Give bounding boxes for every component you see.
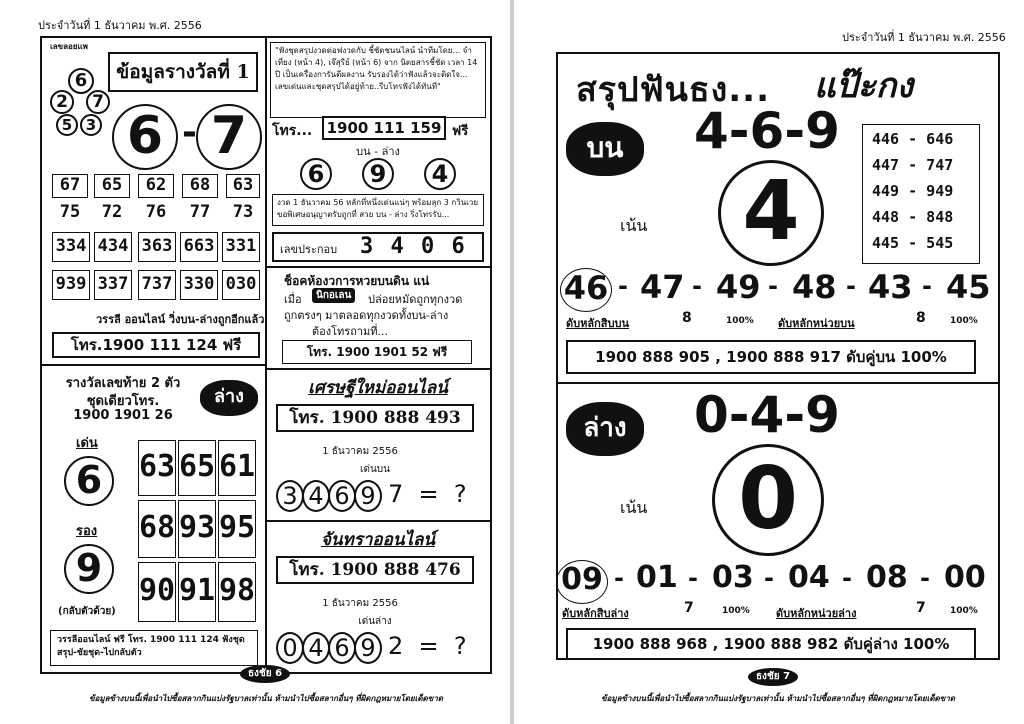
bottom-focus-digit: 0 — [712, 444, 824, 556]
top-tens-val: 8 — [682, 310, 692, 326]
phone-box-1 — [52, 332, 260, 358]
two-digit-text: 76 — [145, 202, 167, 222]
setthi-phone: โทร. 1900 888 493 — [289, 408, 461, 428]
left-disclaimer: ข้อมูลข้างบนนี้เพื่อนำไปซื้อสลากกินแบ่งรัฐบาลเท่านั้น ห้ามนำไปซื้อสลากอื่นๆ ที่ผิดกฎหมายโดยเด็ดขาด — [89, 694, 443, 703]
top-focus-label: เน้น — [620, 216, 648, 235]
two-digit-text: 77 — [189, 202, 211, 222]
chan-sub: เด่นล่าง — [358, 616, 392, 627]
right-col-divider-3 — [267, 520, 490, 522]
promo-sub: บน - ล่าง — [356, 145, 400, 158]
lucky-digit: 7 — [86, 90, 110, 114]
chan-title: จันทราออนไลน์ — [320, 530, 436, 550]
phone-1: โทร.1900 111 124 ฟรี — [70, 336, 242, 354]
chok-line4: ต้องโทรถามที่... — [312, 325, 389, 338]
left-page-header: ประจำวันที่ 1 ธันวาคม พ.ศ. 2556 — [38, 19, 202, 32]
bottom-pct-1: 100% — [722, 606, 750, 616]
top-badge: บน — [566, 122, 644, 176]
footer-box — [50, 630, 258, 666]
setthi-date: 1 ธันวาคม 2556 — [322, 446, 398, 457]
lucky-digit: 6 — [68, 68, 94, 94]
combo-label: เลขประกอบ — [280, 243, 338, 256]
top-series-item: 47 — [640, 268, 685, 306]
three-digit-cell: 663 — [180, 232, 218, 262]
chok-line2-post: ปล่อยหมัดถูกทุกงวด — [368, 293, 463, 306]
banner-left: สรุปฟันธง... — [576, 70, 771, 110]
bottom-series-item: 00 — [944, 560, 986, 595]
chan-date: 1 ธันวาคม 2556 — [322, 598, 398, 609]
big-digit-right: 7 — [196, 104, 262, 170]
promo-digit: 4 — [424, 158, 456, 190]
tail-badge: ล่าง — [200, 380, 258, 416]
top-units-val: 8 — [916, 310, 926, 326]
promo-text: "ฟังชุดสรุปงวดต่อฟงวดกับ ชี้ชัดชนนไลน์ นำทีมโดย... จำเที่ยง (หน้า 4), เจ๊สุรีย์ (หน้า 6) จาก นิตยสารชี้ชัด เวลา 14 ปี เป็นเครื่องการันตีผลงาน รับรองได้ว่าฟังแล้วจะติดใจ... เลขเด่นและชุดสรุปได้อยู่ท้าย..รีบโทรฟังได้ทันที" — [275, 46, 478, 91]
grid-cell: 90 — [138, 562, 176, 622]
right-page-tag: ธงชัย 7 — [748, 668, 798, 686]
setthi-tail: 7 = ? — [388, 480, 467, 508]
lucky-digit: 2 — [50, 90, 74, 114]
bottom-units-label: ดับหลักหน่วยล่าง — [776, 607, 857, 620]
ten-label: เด่น — [76, 436, 98, 451]
left-page-tag: ธงชัย 6 — [240, 665, 290, 683]
chok-text: ช็อคห้องวการหวยบนดิน แน่ — [284, 274, 430, 288]
tail-phone: 1900 1901 26 — [73, 408, 173, 423]
banner-right: แป๊ะกง — [814, 66, 913, 106]
title-box-text: ข้อมูลรางวัลที่ 1 — [116, 61, 250, 83]
online-note: วรรลี ออนไลน์ วิ่งบน-ล่างถูกอีกแล้ว — [96, 313, 265, 326]
two-digit-text: 73 — [232, 202, 254, 222]
three-digit-cell: 337 — [94, 270, 132, 300]
lucky-label: เลขลอยแพ — [50, 42, 88, 51]
big-digit-left: 6 — [112, 104, 178, 170]
ten-digit: 6 — [64, 456, 114, 506]
tail-sub: ชุดเดียวโทร. — [86, 394, 160, 409]
promo-phone: 1900 111 159 — [326, 119, 442, 137]
bottom-phone: 1900 888 968 , 1900 888 982 ดับคู่ล่าง 100% — [592, 635, 950, 653]
three-digit-cell: 331 — [222, 232, 260, 262]
promo-digit: 9 — [362, 158, 394, 190]
three-digit-cell: 030 — [222, 270, 260, 300]
top-series-item: 43 — [868, 268, 913, 306]
chan-phone: โทร. 1900 888 476 — [289, 560, 461, 580]
lucky-digit: 3 — [80, 114, 102, 136]
promo-note-box — [272, 194, 484, 226]
back-note: (กลับตัวด้วย) — [58, 606, 116, 617]
three-digit-cell: 330 — [180, 270, 218, 300]
grid-cell: 93 — [178, 500, 216, 558]
page-spine — [510, 0, 514, 724]
top-pct-1: 100% — [726, 316, 754, 326]
two-digit-text: 75 — [59, 202, 81, 222]
top-series-item: 45 — [946, 268, 991, 306]
grid-cell: 91 — [178, 562, 216, 622]
grid-cell: 65 — [178, 440, 216, 496]
bottom-series-item: 04 — [788, 560, 830, 595]
right-page-header: ประจำวันที่ 1 ธันวาคม พ.ศ. 2556 — [842, 31, 1006, 44]
bottom-triple: 0-4-9 — [694, 386, 840, 444]
top-triple: 4-6-9 — [694, 102, 840, 160]
three-digit-cell: 334 — [52, 232, 90, 262]
title-box — [108, 52, 258, 92]
setthi-digit: 6 — [328, 480, 356, 512]
pair-item: 447 - 747 — [872, 156, 954, 174]
two-digit-cell: 65 — [94, 174, 130, 198]
right-col-divider-2 — [267, 368, 490, 370]
bottom-tens-label: ดับหลักสิบล่าง — [562, 607, 629, 620]
grid-cell: 61 — [218, 440, 256, 496]
setthi-digit: 9 — [354, 480, 382, 512]
top-series-item: 48 — [792, 268, 837, 306]
chan-phone-box — [276, 556, 474, 584]
lucky-digit: 5 — [56, 114, 78, 136]
chan-tail: 2 = ? — [388, 632, 467, 660]
chan-digit: 0 — [276, 632, 304, 664]
two-digit-cell: 63 — [226, 174, 260, 198]
combo-value: 3 4 0 6 — [360, 234, 467, 259]
big-dash: - — [182, 112, 197, 153]
setthi-digit: 3 — [276, 480, 304, 512]
right-section-divider — [556, 382, 1000, 384]
bottom-series-item: 08 — [866, 560, 908, 595]
promo-box — [270, 42, 486, 118]
rong-digit: 9 — [64, 544, 114, 594]
pair-item: 446 - 646 — [872, 130, 954, 148]
bottom-series-item: 09 — [556, 560, 608, 604]
two-digit-cell: 68 — [182, 174, 218, 198]
top-tens-label: ดับหลักสิบบน — [566, 317, 629, 330]
two-digit-cell: 67 — [52, 174, 88, 198]
bottom-series-item: 01 — [636, 560, 678, 595]
chok-line2-pre: เมื่อ — [284, 293, 302, 306]
three-digit-cell: 434 — [94, 232, 132, 262]
setthi-phone-box — [276, 404, 474, 432]
left-section-divider — [40, 364, 267, 366]
right-disclaimer: ข้อมูลข้างบนนี้เพื่อนำไปซื้อสลากกินแบ่งรัฐบาลเท่านั้น ห้ามนำไปซื้อสลากอื่นๆ ที่ผิดกฎหมายโดยเด็ดขาด — [601, 694, 955, 703]
bottom-tens-val: 7 — [684, 600, 694, 616]
grid-cell: 98 — [218, 562, 256, 622]
top-focus-digit: 4 — [718, 160, 824, 266]
bottom-units-val: 7 — [916, 600, 926, 616]
phone-box-2 — [282, 340, 472, 364]
three-digit-cell: 363 — [138, 232, 176, 262]
top-pct-2: 100% — [950, 316, 978, 326]
setthi-digit: 4 — [302, 480, 330, 512]
tail-title: รางวัลเลขท้าย 2 ตัว — [65, 376, 181, 391]
bottom-focus-label: เน้น — [620, 498, 648, 517]
three-digit-cell: 939 — [52, 270, 90, 300]
footer-box-text: วรรลีออนไลน์ ฟรี โทร. 1900 111 124 ฟังชุดสรุป-ชัยชุด-ไปกลับตัว — [57, 635, 245, 658]
bottom-pct-2: 100% — [950, 606, 978, 616]
bottom-phone-box — [566, 628, 976, 660]
chan-digit: 9 — [354, 632, 382, 664]
bottom-series-item: 03 — [712, 560, 754, 595]
promo-phone-box — [322, 116, 446, 140]
pair-item: 449 - 949 — [872, 182, 954, 200]
phone-2: โทร. 1900 1901 52 ฟรี — [306, 345, 448, 359]
pair-item: 448 - 848 — [872, 208, 954, 226]
two-digit-cell: 62 — [138, 174, 174, 198]
promo-phone-label: โทร... — [272, 123, 313, 139]
top-phone: 1900 888 905 , 1900 888 917 ดับคู่บน 100% — [595, 348, 947, 366]
chok-tag: นิกอเลน — [312, 288, 355, 303]
promo-note: งวด 1 ธันวาคม 56 หลักที่หนึ่งเด่นแน่ๆ พร้อมลุก 3 กวินเวย ขอพิเศษอนุญาตรับถูกที่ สวย บน - ล่าง ริ่งโทรรับ... — [277, 198, 479, 219]
grid-cell: 68 — [138, 500, 176, 558]
promo-digit: 6 — [300, 158, 332, 190]
promo-free: ฟรี — [452, 124, 469, 139]
top-phone-box — [566, 340, 976, 374]
pair-item: 445 - 545 — [872, 234, 954, 252]
top-units-label: ดับหลักหน่วยบน — [778, 317, 855, 330]
grid-cell: 63 — [138, 440, 176, 496]
chan-digit: 4 — [302, 632, 330, 664]
bottom-badge: ล่าง — [566, 402, 644, 456]
chan-digit: 6 — [328, 632, 356, 664]
three-digit-cell: 737 — [138, 270, 176, 300]
rong-label: รอง — [76, 524, 98, 539]
left-column-divider — [265, 36, 267, 674]
setthi-title: เศรษฐีใหม่ออนไลน์ — [308, 378, 448, 398]
top-series-item: 46 — [560, 268, 612, 312]
grid-cell: 95 — [218, 500, 256, 558]
top-series-item: 49 — [716, 268, 761, 306]
two-digit-text: 72 — [101, 202, 123, 222]
right-col-divider-1 — [267, 266, 490, 268]
chok-line3: ถูกตรงๆ มาตลอดทุกงวดทั้งบน-ล่าง — [284, 309, 449, 322]
setthi-sub: เด่นบน — [360, 464, 390, 475]
